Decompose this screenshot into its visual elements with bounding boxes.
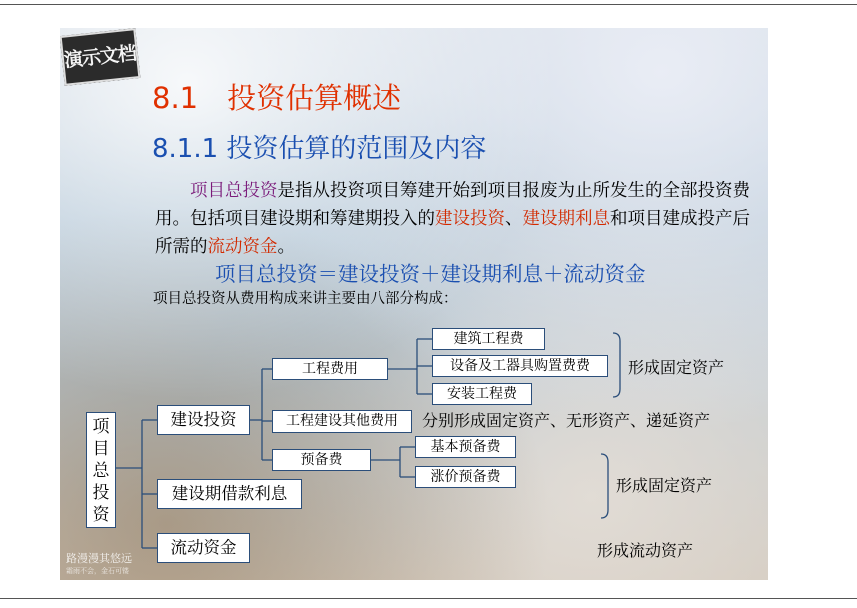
para-end: 。 bbox=[277, 237, 295, 257]
term-total-investment: 项目总投资 bbox=[190, 181, 278, 201]
node-working-capital: 流动资金 bbox=[157, 533, 250, 563]
section-heading: 8.1 投资估算概述 bbox=[152, 81, 402, 115]
node-building-cost: 建筑工程费 bbox=[432, 328, 545, 350]
watermark-line-2: 霜雨不会，金石可镂 bbox=[66, 567, 129, 575]
node-construction-investment: 建设投资 bbox=[157, 405, 250, 435]
watermark-line-1: 路漫漫其悠远 bbox=[66, 552, 132, 565]
para-sep: 、 bbox=[505, 209, 523, 229]
slide bbox=[60, 28, 768, 580]
node-reserve: 预备费 bbox=[272, 449, 371, 471]
outcome-working-assets: 形成流动资产 bbox=[597, 541, 694, 560]
outcome-fixed-assets-1: 形成固定资产 bbox=[628, 358, 725, 377]
node-basic-reserve: 基本预备费 bbox=[415, 436, 516, 458]
outcome-other-assets: 分别形成固定资产、无形资产、递延资产 bbox=[422, 411, 711, 430]
term-working-capital: 流动资金 bbox=[207, 237, 278, 257]
formula: 项目总投资＝建设投资＋建设期利息＋流动资金 bbox=[215, 262, 646, 286]
page-bottom-border bbox=[0, 598, 857, 599]
node-engineering-cost: 工程费用 bbox=[272, 358, 388, 380]
tree-root: 项目总投资 bbox=[86, 412, 116, 528]
node-price-reserve: 涨价预备费 bbox=[415, 466, 516, 488]
page-top-border bbox=[0, 4, 857, 5]
term-construction-investment: 建设投资 bbox=[435, 209, 505, 229]
subsection-heading: 8.1.1 投资估算的范围及内容 bbox=[152, 134, 487, 164]
outcome-fixed-assets-2: 形成固定资产 bbox=[616, 476, 713, 495]
term-interest: 建设期利息 bbox=[522, 209, 610, 229]
node-interest: 建设期借款利息 bbox=[157, 479, 302, 509]
node-installation-cost: 安装工程费 bbox=[432, 383, 532, 405]
node-other-cost: 工程建设其他费用 bbox=[272, 410, 412, 433]
node-equipment-cost: 设备及工器具购置费费 bbox=[432, 355, 608, 377]
intro-text: 项目总投资从费用构成来讲主要由八部分构成： bbox=[153, 291, 458, 307]
logo: 演示文档 bbox=[60, 28, 140, 86]
para-text-2: 和项目建成投产后所需的 bbox=[155, 209, 750, 257]
para-text-1: 是指从投资项目筹建开始到项目报废为止所发生的全部投资费用。包括项目建设期和筹建期投入的 bbox=[155, 181, 750, 229]
